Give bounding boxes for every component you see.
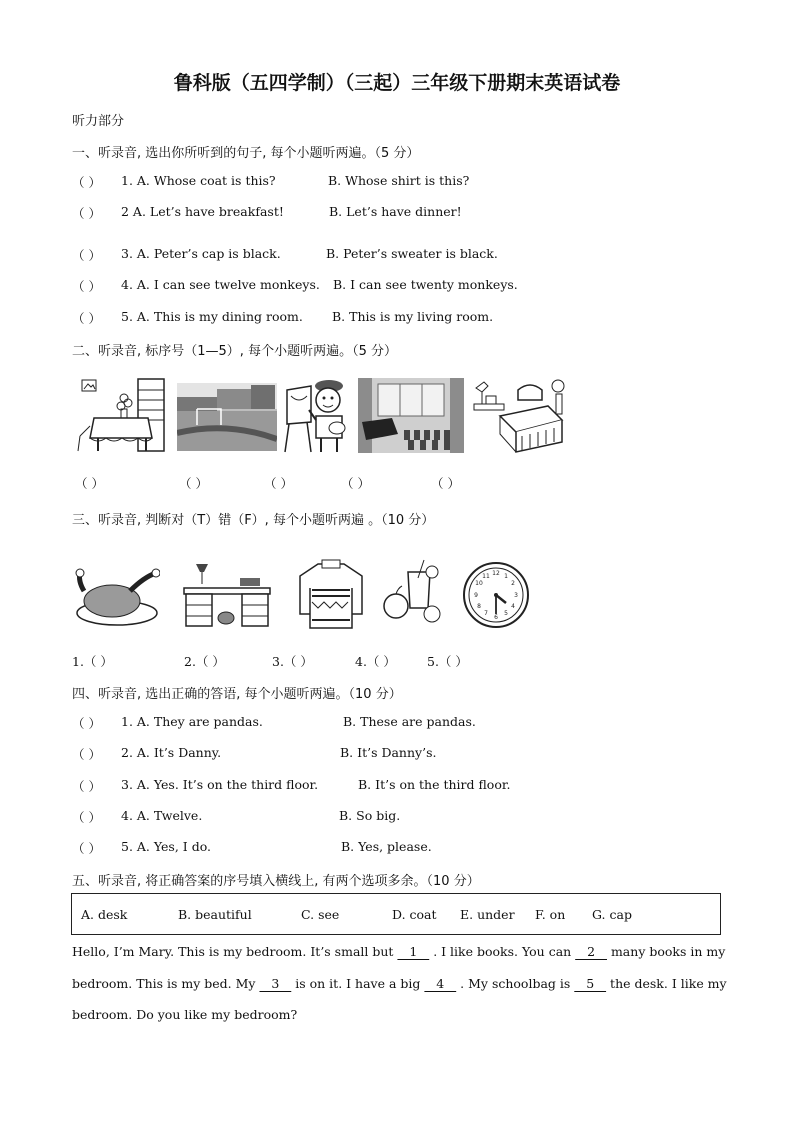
answer-bracket[interactable]: （ ） (72, 747, 101, 762)
option-b: B. Whose shirt is this? (328, 173, 470, 188)
roast-chicken-picture (74, 565, 160, 627)
option-item: G. cap (592, 907, 632, 922)
blank-4[interactable]: 4 (424, 976, 457, 991)
svg-text:8: 8 (477, 603, 481, 610)
answer-bracket[interactable]: 3.（ ） (272, 654, 313, 669)
answer-bracket[interactable]: （ ） (341, 476, 370, 491)
answer-bracket[interactable]: （ ） (75, 476, 104, 491)
option-a: 5. A. This is my dining room. (121, 309, 303, 324)
answer-bracket[interactable]: 5.（ ） (427, 654, 468, 669)
answer-bracket[interactable]: （ ） (72, 279, 101, 294)
answer-bracket[interactable]: （ ） (431, 476, 460, 491)
option-b: B. These are pandas. (343, 714, 476, 729)
passage-text: . My schoolbag is (456, 976, 575, 991)
option-item: B. beautiful (178, 907, 252, 922)
answer-bracket[interactable]: （ ） (264, 476, 293, 491)
blank-2[interactable]: 2 (575, 944, 607, 959)
option-b: B. Let’s have dinner! (329, 204, 462, 219)
answer-bracket[interactable]: 1.（ ） (72, 654, 113, 669)
playground-picture (177, 383, 277, 451)
passage-text: Hello, I’m Mary. This is my bedroom. It’s small but (72, 944, 398, 959)
passage-text: the desk. I like my (606, 976, 727, 991)
page-title: 鲁科版（五四学制）（三起）三年级下册期末英语试卷 (173, 72, 621, 94)
svg-text:2: 2 (511, 580, 515, 587)
blank-3[interactable]: 3 (259, 976, 292, 991)
option-b: B. Peter’s sweater is black. (326, 246, 498, 261)
answer-bracket[interactable]: （ ） (179, 476, 208, 491)
sweater-picture (296, 558, 366, 630)
svg-text:3: 3 (514, 592, 518, 599)
blank-1[interactable]: 1 (397, 944, 430, 959)
section-5-heading: 五、听录音, 将正确答案的序号填入横线上, 有两个选项多余。（10 分） (72, 874, 480, 889)
option-b: B. This is my living room. (332, 309, 494, 324)
section-3-heading: 三、听录音, 判断对（T）错（F）, 每个小题听两遍 。（10 分） (72, 513, 435, 528)
option-a: 3. A. Peter’s cap is black. (121, 246, 281, 261)
svg-text:11: 11 (482, 573, 490, 580)
answer-bracket[interactable]: （ ） (72, 716, 101, 731)
answer-bracket[interactable]: （ ） (72, 311, 101, 326)
option-item: C. see (301, 907, 340, 922)
answer-bracket[interactable]: （ ） (72, 779, 101, 794)
option-item: E. under (460, 907, 515, 922)
passage-line-3: bedroom. Do you like my bedroom? (72, 1007, 298, 1022)
svg-text:7: 7 (484, 610, 488, 617)
passage-line-1 (72, 944, 725, 959)
option-a: 1. A. Whose coat is this? (121, 173, 276, 188)
option-a: 1. A. They are pandas. (121, 714, 263, 729)
option-item: A. desk (81, 907, 128, 922)
section-4-heading: 四、听录音, 选出正确的答语, 每个小题听两遍。（10 分） (72, 687, 402, 702)
svg-text:4: 4 (511, 603, 515, 610)
options-box (71, 893, 721, 935)
passage-text: many books in my (606, 944, 726, 959)
dining-table-picture (76, 376, 168, 452)
option-a: 5. A. Yes, I do. (121, 839, 211, 854)
option-item: F. on (535, 907, 566, 922)
svg-text:6: 6 (494, 614, 498, 621)
option-a: 2. A. It’s Danny. (121, 745, 222, 760)
juice-fruit-picture (382, 558, 442, 628)
svg-text:5: 5 (504, 610, 508, 617)
option-a: 4. A. I can see twelve monkeys. (121, 277, 320, 292)
clock-picture (462, 561, 530, 629)
answer-bracket[interactable]: （ ） (72, 810, 101, 825)
desk-picture (180, 560, 274, 630)
blank-5[interactable]: 5 (574, 976, 607, 991)
passage-text: bedroom. This is my bed. My (72, 976, 260, 991)
option-a: 4. A. Twelve. (121, 808, 203, 823)
music-room-picture (358, 378, 464, 453)
listening-label: 听力部分 (72, 114, 125, 129)
answer-bracket[interactable]: 4.（ ） (355, 654, 396, 669)
passage-line-2 (72, 976, 727, 991)
passage-text: is on it. I have a big (291, 976, 425, 991)
option-item: D. coat (392, 907, 437, 922)
option-b: B. I can see twenty monkeys. (333, 277, 518, 292)
option-b: B. Yes, please. (341, 839, 432, 854)
passage-text: . I like books. You can (429, 944, 576, 959)
section-2-heading: 二、听录音, 标序号（1—5）, 每个小题听两遍。（5 分） (72, 344, 397, 359)
section-1-heading: 一、听录音, 选出你所听到的句子, 每个小题听两遍。（5 分） (72, 146, 420, 161)
option-a: 3. A. Yes. It’s on the third floor. (121, 777, 319, 792)
answer-bracket[interactable]: （ ） (72, 841, 101, 856)
option-b: B. It’s Danny’s. (340, 745, 437, 760)
answer-bracket[interactable]: （ ） (72, 175, 101, 190)
svg-text:10: 10 (475, 580, 483, 587)
bedroom-picture (470, 376, 568, 454)
painting-boy-picture (281, 376, 349, 454)
svg-text:12: 12 (492, 570, 500, 577)
option-b: B. It’s on the third floor. (358, 777, 511, 792)
answer-bracket[interactable]: （ ） (72, 248, 101, 263)
answer-bracket[interactable]: 2.（ ） (184, 654, 225, 669)
option-a: 2 A. Let’s have breakfast! (121, 204, 284, 219)
svg-text:1: 1 (504, 573, 508, 580)
answer-bracket[interactable]: （ ） (72, 206, 101, 221)
svg-text:9: 9 (474, 592, 478, 599)
option-b: B. So big. (339, 808, 401, 823)
